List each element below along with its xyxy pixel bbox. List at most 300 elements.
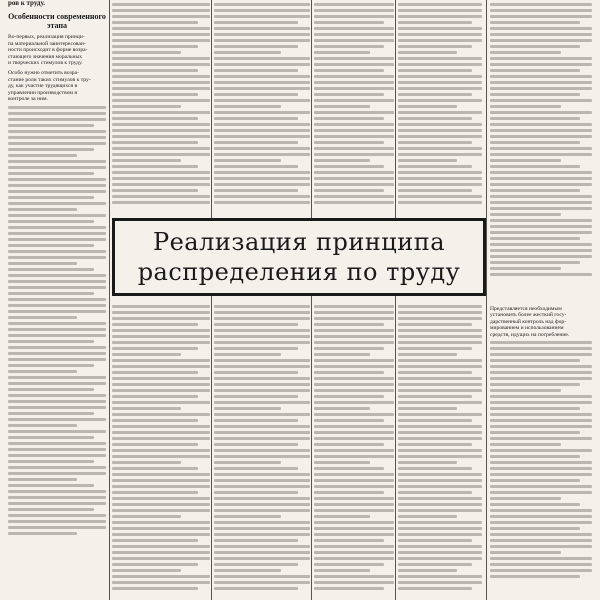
text-line-placeholder bbox=[214, 419, 298, 422]
text-line-placeholder bbox=[490, 141, 580, 144]
text-line-placeholder bbox=[398, 51, 457, 54]
text-line-placeholder bbox=[398, 527, 482, 530]
text-line-placeholder bbox=[490, 63, 592, 66]
text-line-placeholder bbox=[398, 443, 472, 446]
text-line-placeholder bbox=[398, 335, 482, 338]
text-line-placeholder bbox=[314, 341, 394, 344]
text-line-placeholder bbox=[490, 171, 592, 174]
paragraph bbox=[490, 306, 592, 581]
text-line-placeholder bbox=[490, 455, 580, 458]
text-line-placeholder bbox=[112, 377, 210, 380]
text-line-placeholder bbox=[398, 563, 472, 566]
headline-line-2: распределения по труду bbox=[137, 258, 461, 286]
text-line-placeholder bbox=[398, 177, 482, 180]
body-text bbox=[214, 3, 310, 204]
text-line-placeholder bbox=[490, 479, 580, 482]
text-line-placeholder bbox=[214, 371, 298, 374]
text-line-placeholder bbox=[112, 509, 210, 512]
text-line-placeholder bbox=[214, 93, 298, 96]
text-line-placeholder bbox=[490, 153, 592, 156]
text-line: средств, идущих на потребление. bbox=[490, 331, 570, 338]
text-line: ду, как участие трудящихся в bbox=[8, 83, 78, 90]
text-line-placeholder bbox=[398, 147, 482, 150]
text-line-placeholder bbox=[490, 527, 580, 530]
text-line-placeholder bbox=[8, 232, 106, 235]
text-line-placeholder bbox=[398, 515, 457, 518]
text-line-placeholder bbox=[314, 123, 394, 126]
text-line-placeholder bbox=[398, 153, 482, 156]
text-line-placeholder bbox=[314, 141, 384, 144]
text-line-placeholder bbox=[112, 147, 210, 150]
text-line: ности происходит в форме возра- bbox=[8, 47, 88, 54]
text-line-placeholder bbox=[214, 135, 310, 138]
text-line-placeholder bbox=[8, 238, 106, 241]
text-line-placeholder bbox=[112, 93, 198, 96]
text-line-placeholder bbox=[112, 587, 198, 590]
text-line-placeholder bbox=[490, 521, 592, 524]
text-line-placeholder bbox=[8, 130, 106, 133]
text-line-placeholder bbox=[214, 437, 310, 440]
body-text bbox=[314, 302, 394, 593]
text-line-placeholder bbox=[490, 365, 592, 368]
text-line-placeholder bbox=[8, 472, 106, 475]
text-line-placeholder bbox=[490, 491, 592, 494]
text-line-placeholder bbox=[490, 497, 561, 500]
text-line-placeholder bbox=[398, 383, 482, 386]
text-line-placeholder bbox=[398, 27, 482, 30]
text-line-placeholder bbox=[214, 509, 310, 512]
text-line-placeholder bbox=[398, 485, 482, 488]
text-line-placeholder bbox=[490, 371, 592, 374]
text-line-placeholder bbox=[112, 177, 210, 180]
text-line-placeholder bbox=[314, 485, 394, 488]
text-line-placeholder bbox=[314, 57, 394, 60]
text-line-placeholder bbox=[314, 183, 394, 186]
text-line-placeholder bbox=[214, 503, 310, 506]
text-line-placeholder bbox=[490, 449, 592, 452]
text-line-placeholder bbox=[112, 389, 210, 392]
text-line-placeholder bbox=[398, 425, 482, 428]
text-line-placeholder bbox=[8, 490, 106, 493]
text-line-placeholder bbox=[8, 184, 106, 187]
text-line-placeholder bbox=[314, 15, 394, 18]
text-line-placeholder bbox=[112, 383, 210, 386]
text-line-placeholder bbox=[398, 521, 482, 524]
text-line: мированием и использованием bbox=[490, 325, 564, 332]
text-line: дарственный контроль над фор- bbox=[490, 318, 567, 325]
text-line-placeholder bbox=[314, 81, 394, 84]
text-line-placeholder bbox=[314, 377, 394, 380]
text-line-placeholder bbox=[112, 353, 181, 356]
text-line-placeholder bbox=[314, 75, 394, 78]
text-line-placeholder bbox=[490, 273, 592, 276]
text-line-placeholder bbox=[8, 442, 106, 445]
text-line-placeholder bbox=[8, 280, 106, 283]
text-line-placeholder bbox=[490, 123, 592, 126]
text-line-placeholder bbox=[490, 569, 592, 572]
text-line-placeholder bbox=[214, 389, 310, 392]
text-line-placeholder bbox=[314, 509, 394, 512]
text-line-placeholder bbox=[8, 124, 94, 127]
text-line-placeholder bbox=[214, 413, 310, 416]
text-line-placeholder bbox=[398, 467, 472, 470]
text-line-placeholder bbox=[398, 39, 482, 42]
text-line-placeholder bbox=[490, 87, 592, 90]
text-line-placeholder bbox=[314, 27, 394, 30]
text-line-placeholder bbox=[314, 51, 370, 54]
text-line-placeholder bbox=[314, 317, 394, 320]
text-line-placeholder bbox=[8, 358, 106, 361]
text-line-placeholder bbox=[112, 491, 198, 494]
text-line-placeholder bbox=[112, 515, 181, 518]
text-line-placeholder bbox=[314, 165, 384, 168]
text-line-placeholder bbox=[214, 323, 298, 326]
text-line-placeholder bbox=[314, 147, 394, 150]
text-line-placeholder bbox=[314, 389, 394, 392]
text-line-placeholder bbox=[314, 449, 394, 452]
text-line-placeholder bbox=[112, 39, 210, 42]
text-line-placeholder bbox=[490, 201, 592, 204]
text-line-placeholder bbox=[398, 165, 472, 168]
text-line-placeholder bbox=[8, 532, 77, 535]
text-line-placeholder bbox=[314, 93, 384, 96]
text-line-placeholder bbox=[214, 69, 298, 72]
article-fragment: ров к труду. bbox=[8, 0, 46, 7]
text-line-placeholder bbox=[112, 431, 210, 434]
body-text bbox=[112, 3, 210, 204]
text-line-placeholder bbox=[112, 117, 198, 120]
text-line-placeholder bbox=[314, 443, 384, 446]
body-text bbox=[112, 302, 210, 593]
text-line-placeholder bbox=[214, 539, 298, 542]
text-line-placeholder bbox=[112, 57, 210, 60]
text-line-placeholder bbox=[112, 347, 198, 350]
text-line-placeholder bbox=[490, 93, 580, 96]
text-line-placeholder bbox=[214, 581, 310, 584]
text-line-placeholder bbox=[214, 521, 310, 524]
text-line-placeholder bbox=[490, 461, 592, 464]
text-line-placeholder bbox=[8, 400, 106, 403]
text-line-placeholder bbox=[314, 177, 394, 180]
text-line-placeholder bbox=[490, 189, 580, 192]
text-line-placeholder bbox=[490, 509, 592, 512]
text-line-placeholder bbox=[112, 141, 198, 144]
text-line-placeholder bbox=[112, 503, 210, 506]
text-line-placeholder bbox=[8, 436, 94, 439]
text-line-placeholder bbox=[112, 485, 210, 488]
text-line-placeholder bbox=[314, 111, 394, 114]
text-line-placeholder bbox=[8, 304, 106, 307]
text-line-placeholder bbox=[8, 202, 106, 205]
text-line-placeholder bbox=[8, 292, 94, 295]
text-line-placeholder bbox=[314, 563, 384, 566]
text-line-placeholder bbox=[314, 99, 394, 102]
text-line-placeholder bbox=[8, 394, 106, 397]
text-line-placeholder bbox=[214, 39, 310, 42]
text-line-placeholder bbox=[112, 473, 210, 476]
text-line-placeholder bbox=[214, 533, 310, 536]
text-line-placeholder bbox=[8, 112, 106, 115]
text-line-placeholder bbox=[398, 353, 457, 356]
text-line-placeholder bbox=[314, 587, 384, 590]
text-line-placeholder bbox=[490, 225, 592, 228]
text-line-placeholder bbox=[398, 551, 482, 554]
text-line-placeholder bbox=[314, 515, 370, 518]
text-line-placeholder bbox=[214, 201, 310, 204]
text-line-placeholder bbox=[8, 160, 106, 163]
text-line-placeholder bbox=[8, 502, 106, 505]
text-line-placeholder bbox=[398, 419, 472, 422]
text-line-placeholder bbox=[112, 111, 210, 114]
text-line: Представляется необходимым bbox=[490, 306, 562, 312]
text-line-placeholder bbox=[314, 401, 394, 404]
text-line-placeholder bbox=[214, 117, 298, 120]
text-line-placeholder bbox=[490, 3, 592, 6]
text-line-placeholder bbox=[398, 431, 482, 434]
text-line-placeholder bbox=[398, 479, 482, 482]
text-line-placeholder bbox=[112, 323, 198, 326]
text-line-placeholder bbox=[8, 418, 106, 421]
text-line-placeholder bbox=[490, 135, 592, 138]
text-line-placeholder bbox=[314, 467, 384, 470]
text-line: Во-первых, реализация принци- bbox=[8, 34, 85, 41]
column-divider bbox=[486, 0, 487, 600]
text-line-placeholder bbox=[214, 87, 310, 90]
text-line-placeholder bbox=[214, 311, 310, 314]
text-line-placeholder bbox=[214, 105, 281, 108]
text-line-placeholder bbox=[8, 250, 106, 253]
text-line-placeholder bbox=[214, 425, 310, 428]
text-line-placeholder bbox=[112, 69, 198, 72]
text-line-placeholder bbox=[490, 51, 561, 54]
text-line: стающего значения моральных bbox=[8, 53, 83, 60]
text-line-placeholder bbox=[214, 335, 310, 338]
text-line-placeholder bbox=[112, 9, 210, 12]
text-line-placeholder bbox=[8, 196, 94, 199]
text-line-placeholder bbox=[8, 172, 94, 175]
text-line-placeholder bbox=[112, 395, 198, 398]
text-line-placeholder bbox=[8, 412, 94, 415]
text-line-placeholder bbox=[398, 93, 472, 96]
text-line-placeholder bbox=[490, 545, 592, 548]
body-text bbox=[214, 302, 310, 593]
text-line-placeholder bbox=[112, 135, 210, 138]
column-divider bbox=[311, 0, 312, 600]
text-line-placeholder bbox=[8, 346, 106, 349]
text-line-placeholder bbox=[398, 9, 482, 12]
text-line-placeholder bbox=[398, 159, 457, 162]
text-line-placeholder bbox=[398, 311, 482, 314]
text-line-placeholder bbox=[214, 401, 310, 404]
column-divider bbox=[211, 0, 212, 600]
text-line: стание роли таких стимулов к тру- bbox=[8, 76, 91, 83]
text-line-placeholder bbox=[314, 473, 394, 476]
text-line-placeholder bbox=[214, 557, 310, 560]
text-line-placeholder bbox=[314, 39, 394, 42]
text-line-placeholder bbox=[314, 63, 394, 66]
text-line-placeholder bbox=[398, 201, 482, 204]
text-line-placeholder bbox=[112, 497, 210, 500]
text-line-placeholder bbox=[398, 57, 482, 60]
text-line-placeholder bbox=[490, 69, 580, 72]
text-line-placeholder bbox=[8, 364, 94, 367]
paragraph bbox=[8, 70, 106, 102]
text-line-placeholder bbox=[398, 45, 472, 48]
text-line-placeholder bbox=[112, 545, 210, 548]
text-line-placeholder bbox=[398, 539, 472, 542]
body-text bbox=[398, 3, 482, 204]
text-line-placeholder bbox=[490, 431, 580, 434]
text-line-placeholder bbox=[398, 461, 457, 464]
text-line-placeholder bbox=[314, 527, 394, 530]
text-line-placeholder bbox=[398, 473, 482, 476]
text-line-placeholder bbox=[112, 183, 210, 186]
text-line-placeholder bbox=[314, 159, 370, 162]
text-line-placeholder bbox=[8, 340, 94, 343]
text-line-placeholder bbox=[214, 551, 310, 554]
text-line-placeholder bbox=[314, 365, 394, 368]
text-line-placeholder bbox=[8, 382, 106, 385]
text-line-placeholder bbox=[490, 267, 561, 270]
text-line-placeholder bbox=[398, 63, 482, 66]
text-line-placeholder bbox=[112, 575, 210, 578]
text-line-placeholder bbox=[112, 21, 198, 24]
text-line-placeholder bbox=[112, 15, 210, 18]
text-line-placeholder bbox=[112, 159, 181, 162]
text-line-placeholder bbox=[214, 485, 310, 488]
text-line-placeholder bbox=[314, 407, 370, 410]
text-line-placeholder bbox=[490, 165, 580, 168]
text-line-placeholder bbox=[112, 443, 198, 446]
text-line-placeholder bbox=[214, 165, 298, 168]
column-divider bbox=[109, 0, 110, 600]
text-line-placeholder bbox=[8, 352, 106, 355]
text-line-placeholder bbox=[214, 27, 310, 30]
text-line-placeholder bbox=[398, 3, 482, 6]
text-line-placeholder bbox=[112, 335, 210, 338]
text-line-placeholder bbox=[214, 57, 310, 60]
text-line-placeholder bbox=[214, 9, 310, 12]
text-line-placeholder bbox=[490, 105, 561, 108]
text-line-placeholder bbox=[398, 497, 482, 500]
text-line-placeholder bbox=[490, 177, 592, 180]
text-line-placeholder bbox=[314, 545, 394, 548]
text-line-placeholder bbox=[314, 551, 394, 554]
text-line-placeholder bbox=[112, 557, 210, 560]
text-line-placeholder bbox=[8, 310, 106, 313]
text-line-placeholder bbox=[398, 581, 482, 584]
text-line-placeholder bbox=[490, 539, 592, 542]
text-line-placeholder bbox=[490, 503, 580, 506]
text-line-placeholder bbox=[112, 551, 210, 554]
text-column-1 bbox=[8, 0, 106, 600]
text-line-placeholder bbox=[398, 123, 482, 126]
text-line-placeholder bbox=[490, 413, 592, 416]
text-line-placeholder bbox=[112, 521, 210, 524]
text-line-placeholder bbox=[314, 9, 394, 12]
text-line-placeholder bbox=[214, 341, 310, 344]
text-line-placeholder bbox=[112, 425, 210, 428]
text-line-placeholder bbox=[112, 3, 210, 6]
text-line-placeholder bbox=[314, 491, 384, 494]
text-line-placeholder bbox=[490, 359, 580, 362]
text-line-placeholder bbox=[214, 353, 281, 356]
text-line-placeholder bbox=[214, 563, 298, 566]
text-line-placeholder bbox=[8, 406, 106, 409]
text-line-placeholder bbox=[214, 515, 281, 518]
text-line-placeholder bbox=[490, 485, 592, 488]
text-line-placeholder bbox=[214, 183, 310, 186]
text-line-placeholder bbox=[314, 395, 384, 398]
text-line-placeholder bbox=[398, 407, 457, 410]
text-line-placeholder bbox=[8, 424, 77, 427]
text-line-placeholder bbox=[214, 545, 310, 548]
text-line-placeholder bbox=[490, 75, 592, 78]
text-line-placeholder bbox=[398, 69, 472, 72]
text-line-placeholder bbox=[398, 449, 482, 452]
text-line-placeholder bbox=[490, 557, 592, 560]
text-line-placeholder bbox=[112, 419, 198, 422]
text-line-placeholder bbox=[314, 419, 384, 422]
text-line-placeholder bbox=[398, 401, 482, 404]
text-line-placeholder bbox=[490, 425, 592, 428]
text-line-placeholder bbox=[398, 377, 482, 380]
text-line-placeholder bbox=[398, 359, 482, 362]
text-line-placeholder bbox=[214, 395, 298, 398]
text-line-placeholder bbox=[314, 21, 384, 24]
text-line-placeholder bbox=[8, 262, 77, 265]
text-line-placeholder bbox=[8, 376, 106, 379]
text-line-placeholder bbox=[112, 81, 210, 84]
text-line-placeholder bbox=[490, 129, 592, 132]
text-line-placeholder bbox=[214, 189, 298, 192]
text-line-placeholder bbox=[490, 551, 561, 554]
text-line-placeholder bbox=[8, 460, 94, 463]
text-line-placeholder bbox=[490, 243, 592, 246]
text-line-placeholder bbox=[214, 45, 298, 48]
text-line-placeholder bbox=[112, 455, 210, 458]
text-line-placeholder bbox=[490, 237, 580, 240]
text-line-placeholder bbox=[314, 323, 384, 326]
text-line-placeholder bbox=[214, 569, 281, 572]
text-line-placeholder bbox=[8, 214, 106, 217]
text-line-placeholder bbox=[398, 323, 472, 326]
text-line: Особо нужно отметить возра- bbox=[8, 70, 79, 77]
text-line-placeholder bbox=[398, 545, 482, 548]
text-line-placeholder bbox=[398, 371, 472, 374]
text-line-placeholder bbox=[490, 467, 592, 470]
text-line-placeholder bbox=[490, 147, 592, 150]
text-column-3 bbox=[214, 0, 310, 600]
text-line-placeholder bbox=[214, 431, 310, 434]
text-line-placeholder bbox=[398, 389, 482, 392]
text-line-placeholder bbox=[490, 15, 592, 18]
text-line-placeholder bbox=[112, 581, 210, 584]
text-line-placeholder bbox=[490, 377, 592, 380]
text-line-placeholder bbox=[8, 526, 106, 529]
text-line-placeholder bbox=[8, 136, 106, 139]
text-line-placeholder bbox=[214, 575, 310, 578]
text-line-placeholder bbox=[8, 220, 94, 223]
text-line-placeholder bbox=[490, 207, 592, 210]
text-line-placeholder bbox=[314, 503, 394, 506]
text-line-placeholder bbox=[314, 129, 394, 132]
text-line-placeholder bbox=[398, 141, 472, 144]
text-line-placeholder bbox=[490, 255, 592, 258]
text-line-placeholder bbox=[398, 117, 472, 120]
text-line-placeholder bbox=[8, 430, 106, 433]
text-line-placeholder bbox=[112, 305, 210, 308]
